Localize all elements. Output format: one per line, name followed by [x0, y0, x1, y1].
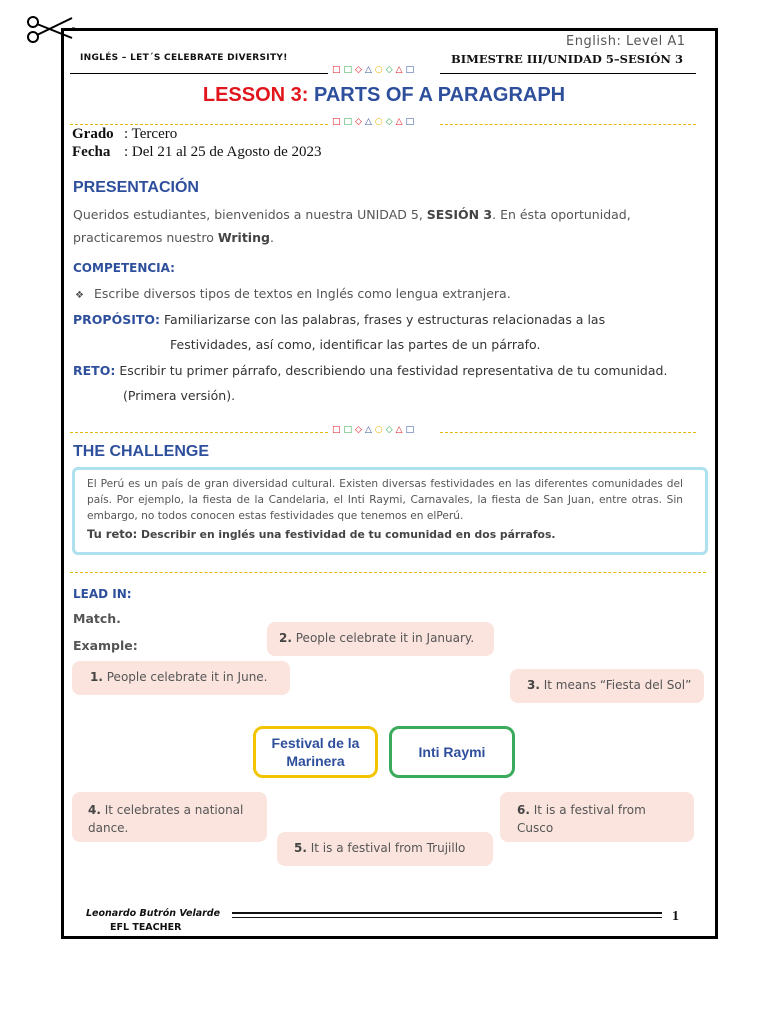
decor-symbols: [332, 425, 417, 435]
shape-icon: △: [364, 65, 375, 75]
reto-line2: (Primera versión).: [123, 388, 236, 403]
clue-number: 1.: [90, 670, 103, 684]
shape-icon: □: [405, 425, 418, 435]
presentacion-line1: [73, 203, 631, 226]
decor-symbols: [332, 65, 417, 75]
competencia-item: [75, 282, 511, 307]
divider-left: [70, 432, 328, 433]
shape-icon: ○: [374, 117, 386, 127]
text-bold: SESIÓN 3: [426, 207, 493, 222]
festival-card-inti-raymi[interactable]: Inti Raymi: [389, 726, 515, 778]
clue-text: People celebrate it in June.: [106, 670, 268, 684]
shape-icon: ○: [374, 65, 386, 75]
header-rule-right: [440, 73, 696, 74]
shape-icon: △: [364, 117, 375, 127]
diamond-bullet-icon: ❖: [75, 290, 84, 301]
reto-line1: [73, 359, 667, 382]
header-course: INGLÉS – LET´S CELEBRATE DIVERSITY!: [80, 53, 288, 63]
text: Escribir tu primer párrafo, describiendo una festividad representativa de tu comunidad.: [119, 363, 668, 378]
lead-in-title: LEAD IN:: [73, 587, 132, 601]
grado-label: Grado: [72, 126, 114, 142]
clue-text: It celebrates a national dance.: [88, 803, 244, 835]
clue-text: It is a festival from Cusco: [517, 803, 646, 835]
clue-number: 4.: [88, 803, 101, 817]
fecha-label: Fecha: [72, 144, 111, 160]
shape-icon: ◇: [385, 65, 396, 75]
header-rule-left: [70, 73, 328, 74]
shape-icon: □: [405, 65, 418, 75]
reto-text: Describir en inglés una festividad de tu comunidad en dos párrafos.: [141, 528, 556, 541]
divider-right: [440, 124, 696, 125]
shape-icon: □: [332, 65, 344, 75]
clue-card-3[interactable]: [510, 669, 704, 703]
fecha-row: [72, 144, 321, 161]
clue-text: People celebrate it in January.: [295, 631, 475, 645]
shape-icon: △: [395, 425, 406, 435]
clue-text: It means “Fiesta del Sol”: [543, 678, 692, 692]
text: .: [269, 230, 274, 245]
example-label: Example:: [73, 638, 138, 653]
shape-icon: △: [395, 65, 406, 75]
presentacion-line2: [73, 226, 274, 249]
proposito-line1: [73, 308, 605, 331]
text: . En ésta oportunidad,: [492, 207, 631, 222]
shape-icon: □: [405, 117, 418, 127]
text: Familiarizarse con las palabras, frases y estructuras relacionadas a las: [164, 312, 606, 327]
grado-value: : Tercero: [124, 126, 178, 142]
header-session: BIMESTRE III/UNIDAD 5–SESIÓN 3: [451, 52, 683, 66]
lesson-title: [0, 84, 768, 107]
shape-icon: □: [343, 425, 356, 435]
level-label: English: Level A1: [566, 34, 686, 49]
proposito-label: PROPÓSITO:: [73, 312, 161, 327]
festival-card-marinera[interactable]: Festival de la Marinera: [253, 726, 378, 778]
clue-card-6[interactable]: [500, 792, 694, 842]
clue-card-5[interactable]: [277, 832, 493, 866]
text: Escribe diversos tipos de textos en Inglés como lengua extranjera.: [93, 286, 511, 301]
shape-icon: □: [343, 117, 356, 127]
grado-row: [72, 126, 177, 143]
clue-number: 5.: [294, 841, 307, 855]
clue-text: It is a festival from Trujillo: [310, 841, 466, 855]
divider-left: [70, 124, 328, 125]
shape-icon: △: [364, 425, 375, 435]
text: practicaremos nuestro: [73, 230, 218, 245]
challenge-text: El Perú es un país de gran diversidad cultural. Existen diversas festividades en las diferentes comunidades del país. Por ejemplo, la fiesta de la Candelaria, el Inti Raymi, Carnavales, la fiesta de San Juan, entre otras. Sin embargo, no todos conocen estas festividades que tenemos en elPerú.: [87, 478, 683, 522]
competencia-label: COMPETENCIA:: [73, 261, 175, 275]
shape-icon: □: [343, 65, 356, 75]
clue-card-1[interactable]: [72, 661, 290, 695]
reto-label: RETO:: [73, 363, 116, 378]
shape-icon: ◇: [385, 425, 396, 435]
decor-symbols: [332, 117, 417, 127]
challenge-title: THE CHALLENGE: [73, 443, 209, 460]
shape-icon: ○: [374, 425, 386, 435]
proposito-line2: Festividades, así como, identificar las partes de un párrafo.: [170, 337, 541, 352]
lesson-name: PARTS OF A PARAGRAPH: [314, 84, 566, 106]
footer-rule: [232, 912, 662, 918]
shape-icon: □: [332, 117, 344, 127]
clue-number: 6.: [517, 803, 530, 817]
fecha-value: : Del 21 al 25 de Agosto de 2023: [124, 144, 322, 160]
match-label: Match.: [73, 611, 121, 626]
clue-number: 3.: [527, 678, 540, 692]
clue-card-2[interactable]: [267, 622, 494, 656]
teacher-name: Leonardo Butrón Velarde: [86, 908, 221, 919]
shape-icon: ◇: [355, 425, 365, 435]
divider-right: [440, 432, 696, 433]
shape-icon: △: [395, 117, 406, 127]
presentacion-title: PRESENTACIÓN: [73, 179, 199, 196]
page-number: 1: [672, 909, 679, 924]
divider-full: [70, 572, 706, 573]
shape-icon: ◇: [385, 117, 396, 127]
clue-card-4[interactable]: [72, 792, 267, 842]
shape-icon: □: [332, 425, 344, 435]
lesson-prefix: LESSON 3:: [202, 84, 309, 106]
challenge-reto: [87, 527, 555, 541]
text-bold: Writing: [217, 230, 270, 245]
clue-number: 2.: [279, 631, 292, 645]
shape-icon: ◇: [355, 117, 365, 127]
shape-icon: ◇: [355, 65, 365, 75]
teacher-role: EFL TEACHER: [110, 922, 182, 933]
text: Queridos estudiantes, bienvenidos a nuestra UNIDAD 5,: [73, 207, 427, 222]
reto-label: Tu reto:: [87, 527, 138, 541]
